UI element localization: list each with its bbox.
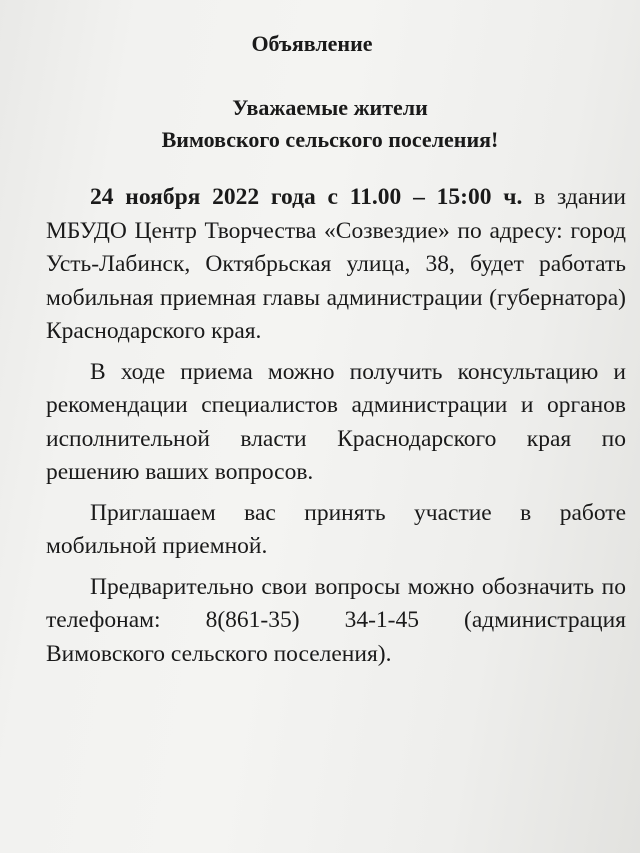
event-details-text: в здании МБУДО Центр Творчества «Созвездие» по адресу: город Усть-Лабинск, Октябрьская улица, 38, будет работать мобильная приемная главы администрации (губернатора) Краснодарского края. [46, 184, 626, 344]
paragraph-invitation: Приглашаем вас принять участие в работе мобильной приемной. [46, 499, 626, 559]
greeting-line-1: Уважаемые жители [232, 95, 428, 120]
announcement-title: Объявление [251, 31, 373, 56]
announcement-body [46, 181, 626, 678]
event-date-time: 24 ноября 2022 года с 11.00 – 15:00 ч. [90, 184, 523, 210]
greeting [10, 92, 640, 156]
greeting-line-2: Вимовского сельского поселения! [161, 127, 499, 152]
paragraph-phone-contact: Предварительно свои вопросы можно обозначить по телефонам: 8(861-35) 34-1-45 (администрация Вимовского сельского поселения). [46, 573, 626, 667]
paragraph-consultation: В ходе приема можно получить консультацию и рекомендации специалистов администрации и органов исполнительной власти Краснодарского края по решению ваших вопросов. [46, 358, 626, 485]
paragraph-event-details [46, 181, 626, 349]
